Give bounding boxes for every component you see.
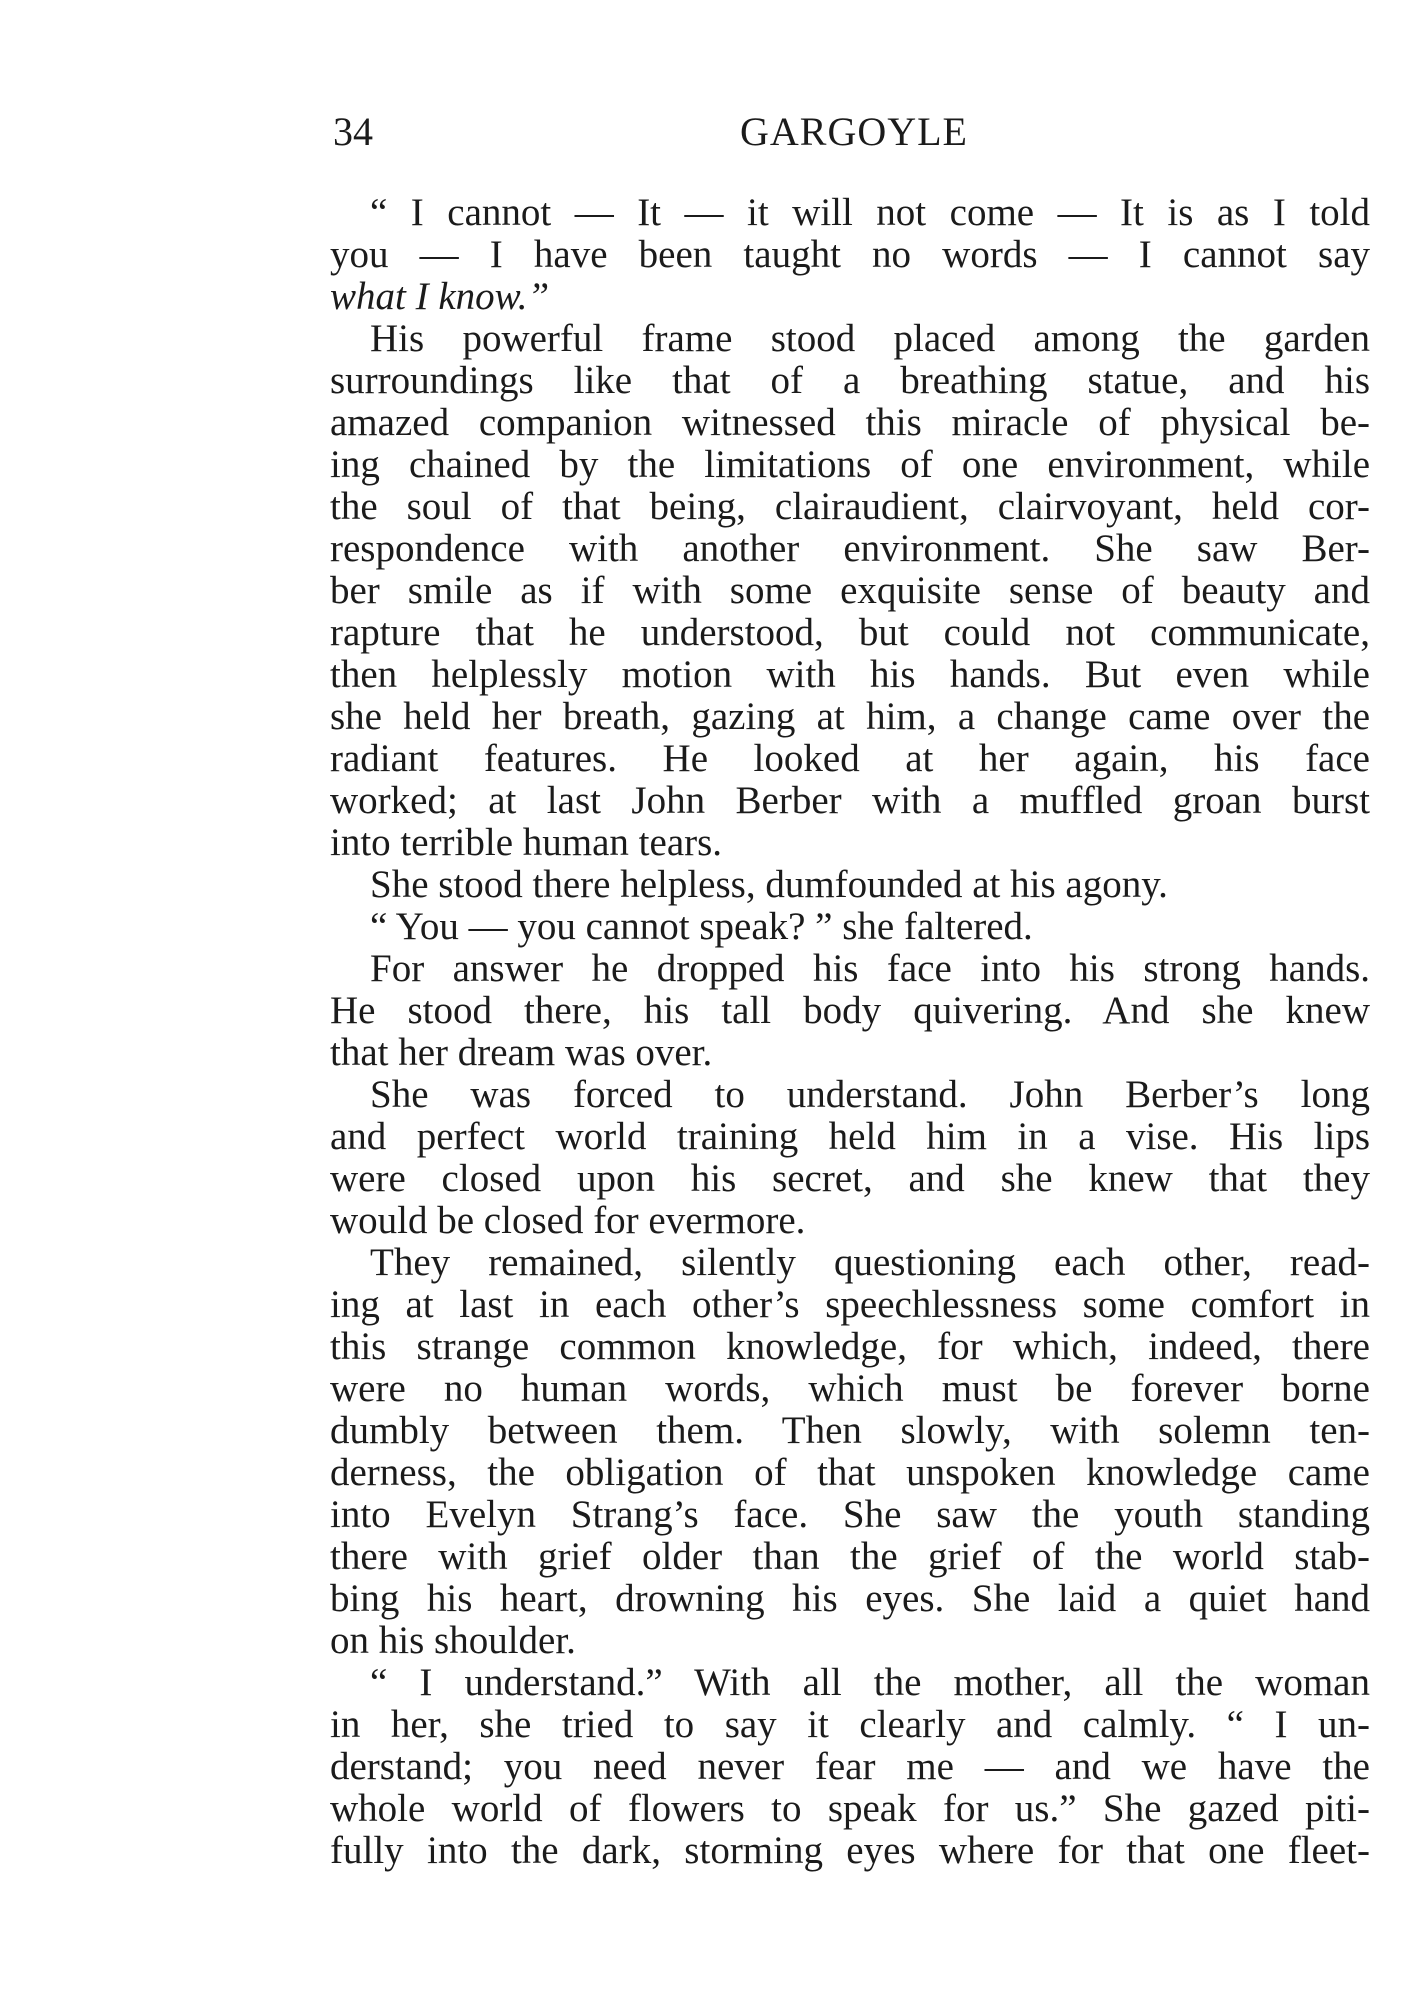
text-line: His powerful frame stood placed among the garden (370, 318, 1370, 360)
text-line: she held her breath, gazing at him, a change came over the (330, 696, 1370, 738)
text-line: into terrible human tears. (330, 822, 723, 864)
text-line: radiant features. He looked at her again, his face (330, 738, 1370, 780)
text-line: were closed upon his secret, and she knew that they (330, 1158, 1370, 1200)
text-line: surroundings like that of a breathing statue, and his (330, 360, 1370, 402)
text-line: She was forced to understand. John Berber’s long (370, 1074, 1370, 1116)
text-line: “ I understand.” With all the mother, all the woman (370, 1662, 1370, 1704)
text-line: respondence with another environment. She saw Ber- (330, 528, 1370, 570)
text-line: then helplessly motion with his hands. But even while (330, 654, 1370, 696)
text-line: They remained, silently questioning each other, read- (370, 1242, 1370, 1284)
text-line: ber smile as if with some exquisite sense of beauty and (330, 570, 1370, 612)
page-number: 34 (333, 109, 373, 154)
text-line: derstand; you need never fear me — and we have the (330, 1746, 1370, 1788)
text-line: He stood there, his tall body quivering. And she knew (330, 990, 1370, 1032)
text-line: the soul of that being, clairaudient, clairvoyant, held cor- (330, 486, 1370, 528)
text-line: rapture that he understood, but could not communicate, (330, 612, 1370, 654)
text-line: would be closed for evermore. (330, 1200, 806, 1242)
text-line: “ I cannot — It — it will not come — It is as I told (370, 192, 1370, 234)
text-line: this strange common knowledge, for which, indeed, there (330, 1326, 1370, 1368)
text-line: whole world of flowers to speak for us.” She gazed piti- (330, 1788, 1370, 1830)
text-line: derness, the obligation of that unspoken knowledge came (330, 1452, 1370, 1494)
text-line: were no human words, which must be forever borne (330, 1368, 1370, 1410)
text-line: that her dream was over. (330, 1032, 713, 1074)
text-line: what I know.” (330, 276, 550, 318)
text-line: ing chained by the limitations of one environment, while (330, 444, 1370, 486)
text-line: ing at last in each other’s speechlessness some comfort in (330, 1284, 1370, 1326)
text-line: and perfect world training held him in a vise. His lips (330, 1116, 1370, 1158)
text-line: in her, she tried to say it clearly and calmly. “ I un- (330, 1704, 1370, 1746)
text-line: fully into the dark, storming eyes where for that one fleet- (330, 1830, 1370, 1872)
text-line: into Evelyn Strang’s face. She saw the youth standing (330, 1494, 1370, 1536)
running-head: GARGOYLE (740, 109, 968, 154)
text-line: bing his heart, drowning his eyes. She laid a quiet hand (330, 1578, 1370, 1620)
text-line: She stood there helpless, dumfounded at his agony. (370, 864, 1168, 906)
text-line: you — I have been taught no words — I cannot say (330, 234, 1370, 276)
text-line: For answer he dropped his face into his strong hands. (370, 948, 1370, 990)
text-line: amazed companion witnessed this miracle of physical be- (330, 402, 1370, 444)
text-line: on his shoulder. (330, 1620, 576, 1662)
body-text (330, 192, 1370, 1872)
text-line: worked; at last John Berber with a muffled groan burst (330, 780, 1370, 822)
text-line: there with grief older than the grief of the world stab- (330, 1536, 1370, 1578)
text-line: “ You — you cannot speak? ” she faltered. (370, 906, 1033, 948)
text-line: dumbly between them. Then slowly, with solemn ten- (330, 1410, 1370, 1452)
